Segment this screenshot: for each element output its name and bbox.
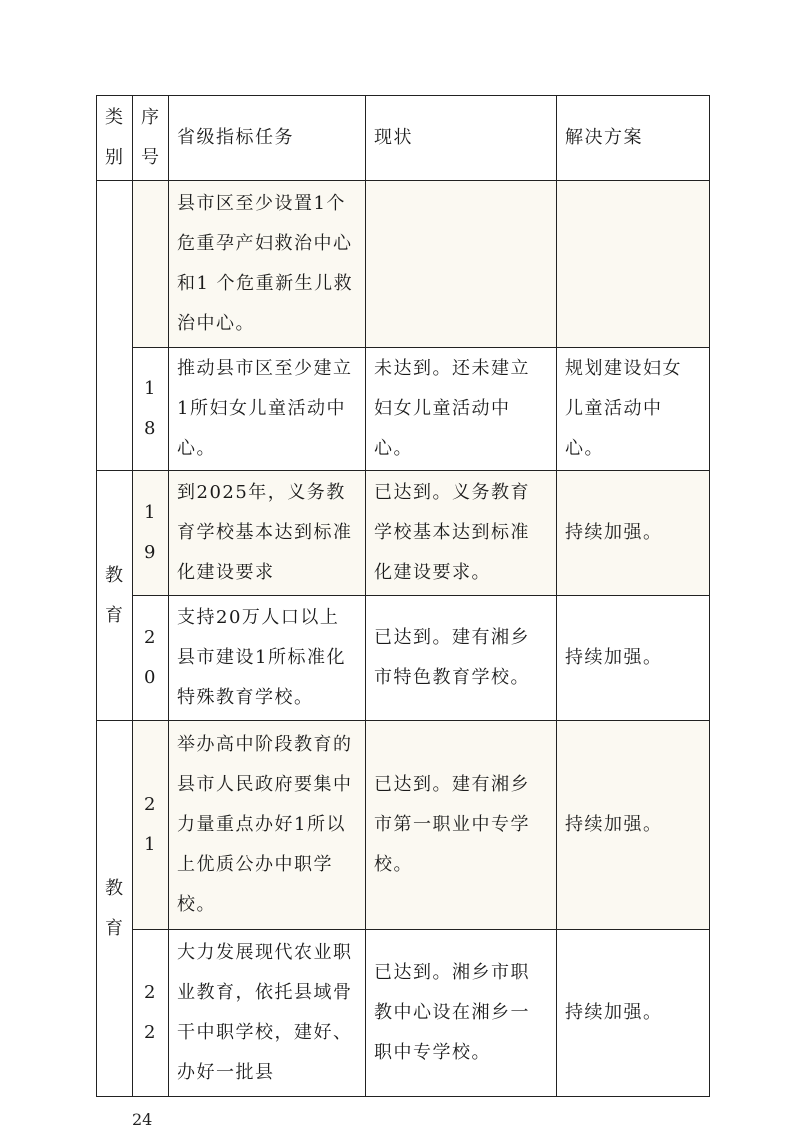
solution-cell: 持续加强。	[557, 930, 710, 1097]
task-cell: 到2025年，义务教育学校基本达到标准化建设要求	[169, 471, 366, 596]
solution-cell: 持续加强。	[557, 596, 710, 721]
header-solution: 解决方案	[557, 96, 710, 181]
status-cell: 已达到。义务教育学校基本达到标准化建设要求。	[366, 471, 557, 596]
solution-cell	[557, 181, 710, 348]
task-cell: 支持20万人口以上县市建设1所标准化特殊教育学校。	[169, 596, 366, 721]
category-cell-education: 教 育	[97, 471, 133, 721]
status-cell: 已达到。建有湘乡市特色教育学校。	[366, 596, 557, 721]
status-cell: 已达到。建有湘乡市第一职业中专学校。	[366, 721, 557, 930]
solution-cell: 规划建设妇女儿童活动中心。	[557, 348, 710, 471]
solution-cell: 持续加强。	[557, 471, 710, 596]
seq-cell: 18	[133, 348, 169, 471]
status-cell	[366, 181, 557, 348]
header-category: 类 别	[97, 96, 133, 181]
table-row	[97, 596, 710, 721]
task-cell: 举办高中阶段教育的县市人民政府要集中力量重点办好1所以上优质公办中职学校。	[169, 721, 366, 930]
seq-cell: 20	[133, 596, 169, 721]
task-cell: 县市区至少设置1个危重孕产妇救治中心和1 个危重新生儿救治中心。	[169, 181, 366, 348]
seq-cell: 21	[133, 721, 169, 930]
header-seq: 序 号	[133, 96, 169, 181]
status-cell: 已达到。湘乡市职教中心设在湘乡一职中专学校。	[366, 930, 557, 1097]
indicator-table	[96, 95, 710, 1097]
table-row	[97, 181, 710, 348]
seq-cell: 22	[133, 930, 169, 1097]
task-cell: 推动县市区至少建立1所妇女儿童活动中心。	[169, 348, 366, 471]
seq-cell: 19	[133, 471, 169, 596]
solution-cell: 持续加强。	[557, 721, 710, 930]
table-row	[97, 721, 710, 930]
header-task: 省级指标任务	[169, 96, 366, 181]
table-header-row	[97, 96, 710, 181]
seq-cell	[133, 181, 169, 348]
table-row	[97, 348, 710, 471]
table-row	[97, 471, 710, 596]
category-cell-education: 教 育	[97, 721, 133, 1097]
table-row	[97, 930, 710, 1097]
category-cell-empty	[97, 181, 133, 471]
status-cell: 未达到。还未建立妇女儿童活动中心。	[366, 348, 557, 471]
page-number: 24	[132, 1110, 153, 1129]
header-status: 现状	[366, 96, 557, 181]
task-cell: 大力发展现代农业职业教育，依托县域骨干中职学校，建好、办好一批县	[169, 930, 366, 1097]
